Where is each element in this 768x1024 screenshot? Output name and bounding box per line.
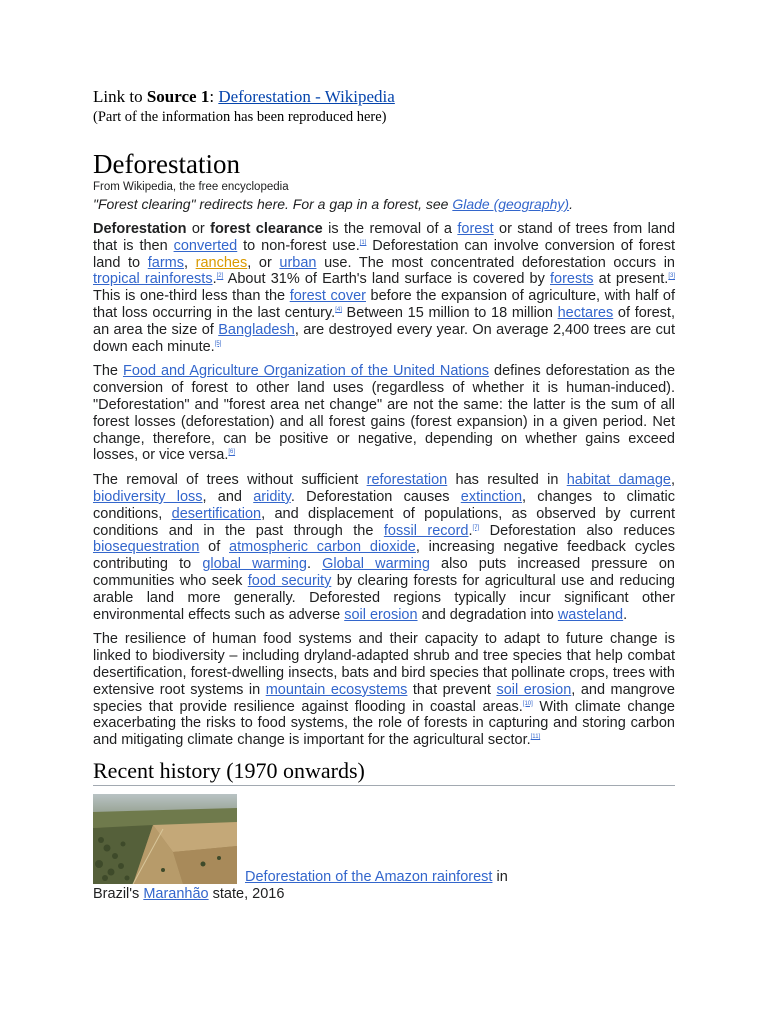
- paragraph-fao: The Food and Agriculture Organization of the United Nations defines deforestation as the conversion of forest to other land uses (regardless of whether it is human-induced). "Deforestation" and "forest area net change" are not the same: the latter is the sum of all forest losses (deforestation) and all forest gains (forest expansion) in a given period. Net change, therefore, can be positive or negative, depending on whether gains exceed losses, or vice versa.[6]: [93, 363, 676, 464]
- source-label: Source 1: [146, 87, 210, 106]
- link-converted[interactable]: converted: [173, 237, 238, 254]
- link-extinction[interactable]: extinction: [460, 488, 523, 505]
- paragraph-effects: The removal of trees without sufficient reforestation has resulted in habitat damage, biodiversity loss, and aridity. Deforestation causes extinction, changes to climatic conditions, desertification, and displacement of populations, as observed by current conditions and in the past through the fossil record.[7] Deforestation also reduces biosequestration of atmospheric carbon dioxide, increasing negative feedback cycles contributing to global warming. Global warming also puts increased pressure on communities who seek food security by clearing forests for agricultural use and reducing arable land more generally. Deforested regions typically incur significant other environmental effects such as adverse soil erosion and degradation into wasteland.: [93, 472, 676, 623]
- section-heading-recent-history: Recent history (1970 onwards): [93, 758, 675, 786]
- link-tropical-rainforests[interactable]: tropical rainforests: [93, 271, 213, 288]
- hatnote: "Forest clearing" redirects here. For a gap in a forest, see Glade (geography).: [93, 196, 573, 212]
- link-habitat-damage[interactable]: habitat damage: [566, 472, 671, 489]
- link-food-security[interactable]: food security: [247, 572, 332, 589]
- link-forest-cover[interactable]: forest cover: [289, 288, 366, 305]
- link-glade[interactable]: Glade (geography): [452, 196, 570, 212]
- reference-10[interactable]: [10]: [522, 700, 533, 707]
- link-bangladesh[interactable]: Bangladesh: [218, 321, 295, 338]
- source-link[interactable]: Deforestation - Wikipedia: [218, 87, 395, 106]
- link-maranhao[interactable]: Maranhão: [143, 885, 209, 902]
- figure-amazon: [93, 790, 675, 910]
- document-page: [93, 86, 675, 910]
- link-soil-erosion-2[interactable]: soil erosion: [496, 681, 572, 698]
- link-soil-erosion[interactable]: soil erosion: [344, 606, 418, 623]
- reference-1[interactable]: [1]: [359, 239, 367, 246]
- source-line: [93, 86, 675, 108]
- paragraph-resilience: The resilience of human food systems and their capacity to adapt to future change is linked to biodiversity – including dryland-adapted shrub and tree species that help combat desertification, forest-dwelling insects, bats and bird species that pollinate crops, trees with extensive root systems in mountain ecosystems that prevent soil erosion, and mangrove species that provide resilience against flooding in coastal areas.[10] With climate change exacerbating the risks to food systems, the role of forests in capturing and storing carbon and mitigating climate change is important for the agricultural sector.[11]: [93, 631, 675, 749]
- link-urban[interactable]: urban: [279, 254, 317, 271]
- link-fao[interactable]: Food and Agriculture Organization of the United Nations: [122, 363, 490, 380]
- source-colon: :: [209, 87, 215, 106]
- figure-caption-line2: Brazil's Maranhão state, 2016: [93, 885, 285, 902]
- link-wasteland[interactable]: wasteland: [557, 606, 624, 623]
- link-farms[interactable]: farms: [147, 254, 184, 271]
- link-fossil-record[interactable]: fossil record: [383, 522, 469, 539]
- reference-5[interactable]: [5]: [214, 340, 222, 347]
- article-tagline: From Wikipedia, the free encyclopedia: [93, 181, 289, 193]
- reference-7[interactable]: [7]: [472, 524, 480, 531]
- link-desertification[interactable]: desertification: [171, 505, 262, 522]
- link-global-warming-2[interactable]: Global warming: [322, 556, 430, 573]
- reference-11[interactable]: [11]: [530, 734, 541, 741]
- link-biosequestration[interactable]: biosequestration: [93, 539, 200, 556]
- reference-2[interactable]: [2]: [216, 273, 224, 280]
- paragraph-intro: Deforestation or forest clearance is the removal of a forest or stand of trees from land that is then converted to non-forest use.[1] Deforestation can involve conversion of forest land to farms, ranches, or urban use. The most concentrated deforestation occurs in tropical rainforests.[2] About 31% of Earth's land surface is covered by forests at present.[3] This is one-third less than the forest cover before the expansion of agriculture, with half of that loss occurring in the last century.[4] Between 15 million to 18 million hectares of forest, an area the size of Bangladesh, are destroyed every year. On average 2,400 trees are cut down each minute.[5]: [93, 221, 676, 355]
- link-reforestation[interactable]: reforestation: [366, 472, 448, 489]
- reference-4[interactable]: [4]: [335, 307, 342, 314]
- link-atmospheric-carbon-dioxide[interactable]: atmospheric carbon dioxide: [229, 539, 416, 556]
- article-title: Deforestation: [93, 149, 240, 179]
- link-forest[interactable]: forest: [457, 221, 494, 237]
- link-ranches[interactable]: ranches: [195, 254, 248, 271]
- source-prefix: Link to: [93, 87, 147, 106]
- reference-3[interactable]: [3]: [668, 273, 675, 280]
- link-amazon-deforestation[interactable]: Deforestation of the Amazon rainforest: [245, 868, 493, 885]
- amazon-deforestation-image[interactable]: [93, 794, 237, 884]
- link-mountain-ecosystems[interactable]: mountain ecosystems: [265, 681, 408, 698]
- link-hectares[interactable]: hectares: [557, 304, 614, 321]
- link-aridity[interactable]: aridity: [253, 488, 291, 505]
- link-global-warming[interactable]: global warming: [202, 556, 307, 573]
- source-note: (Part of the information has been reproduced here): [93, 109, 387, 125]
- link-biodiversity-loss[interactable]: biodiversity loss: [93, 488, 203, 505]
- link-forests[interactable]: forests: [550, 271, 594, 288]
- reference-6[interactable]: [6]: [228, 449, 236, 456]
- aerial-landscape-illustration: [93, 794, 237, 884]
- figure-caption: Deforestation of the Amazon rainforest in: [245, 868, 508, 885]
